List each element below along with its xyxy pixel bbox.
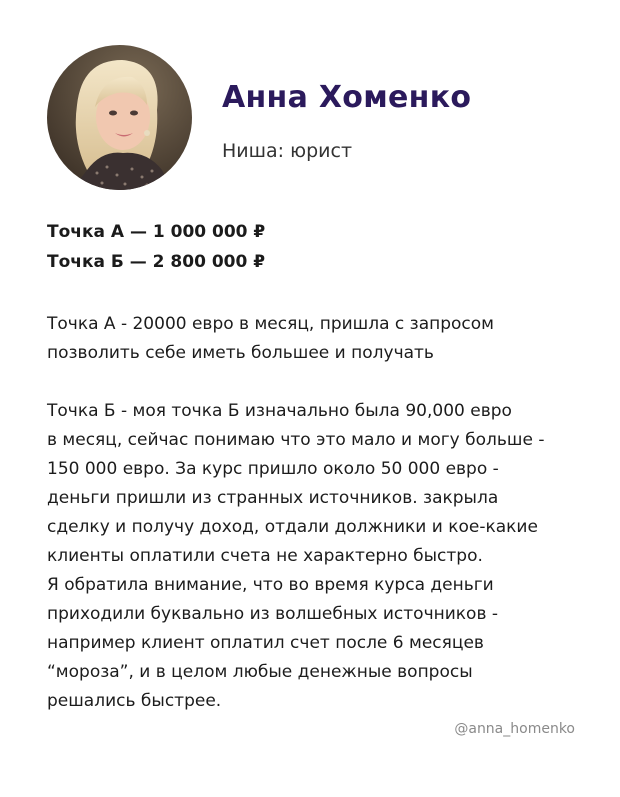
point-a: Точка А — 1 000 000 ₽	[47, 222, 266, 242]
point-b: Точка Б — 2 800 000 ₽	[47, 252, 266, 272]
paragraph-point-b: Точка Б - моя точка Б изначально была 90,000 евро в месяц, сейчас понимаю что это мало и могу больше - 150 000 евро. За курс пришло около 50 000 евро - деньги пришли из странных источников. закрыла сделку и получу доход, отдали должники и кое-какие клиенты оплатили счета не характерно быстро. Я обратила внимание, что во время курса деньги приходили буквально из волшебных источников - например клиент оплатил счет после 6 месяцев “мороза”, и в целом любые денежные вопросы решались быстрее.	[47, 401, 545, 711]
profile-name: Анна Хоменко	[222, 80, 472, 115]
paragraph-point-a: Точка А - 20000 евро в месяц, пришла с запросом позволить себе иметь большее и получать	[47, 314, 494, 363]
profile-niche: Ниша: юрист	[222, 140, 353, 162]
paragraph-gap	[47, 368, 607, 397]
testimonial-text	[47, 310, 607, 716]
points-block	[47, 217, 265, 277]
instagram-handle: @anna_homenko	[454, 721, 575, 737]
profile-avatar	[47, 45, 192, 190]
